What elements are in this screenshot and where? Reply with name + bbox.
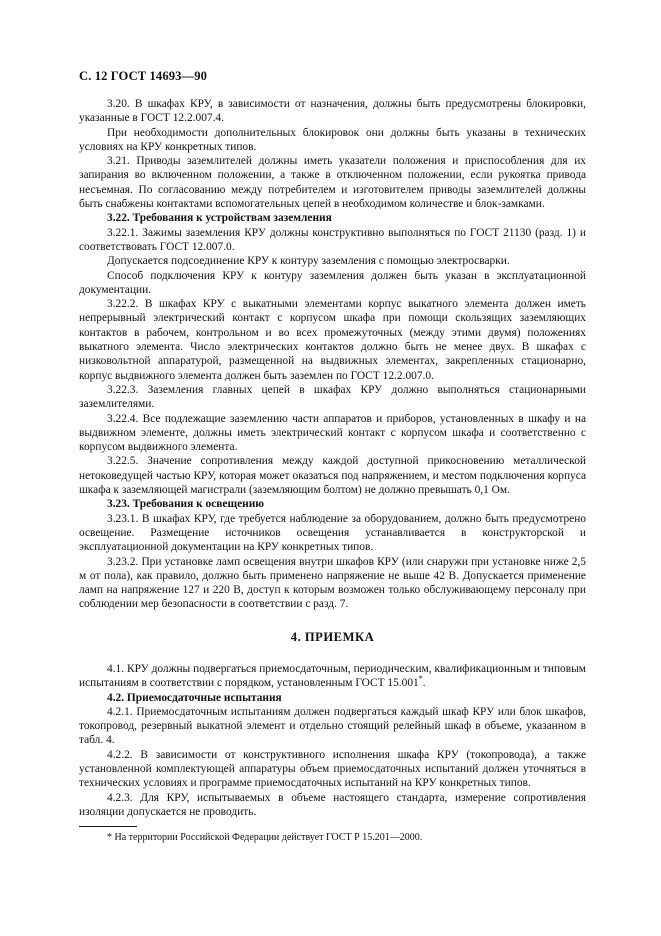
paragraph-3-22-3: 3.22.3. Заземления главных цепей в шкафах КРУ должно выполняться стационарными заземлителями.	[79, 383, 586, 411]
paragraph-3-22-5: 3.22.5. Значение сопротивления между каждой доступной прикосновению металлической нетоковедущей частью КРУ, которая может оказаться под напряжением, и местом подключения корпуса шкафа к заземляющей магистрали (заземляющим болтом) не должно превышать 0,1 Ом.	[79, 455, 586, 497]
paragraph-3-20: 3.20. В шкафах КРУ, в зависимости от назначения, должны быть предусмотрены блокировки, указанные в ГОСТ 12.2.007.4.	[79, 98, 586, 125]
paragraph-4-2-3: 4.2.3. Для КРУ, испытываемых в объеме настоящего стандарта, измерение сопротивления изоляции допускается не проводить.	[79, 791, 586, 818]
paragraph-3-20-note: При необходимости дополнительных блокировок они должны быть указаны в технических условиях на КРУ конкретных типов.	[79, 126, 586, 153]
heading-4-2: 4.2. Приемосдаточные испытания	[107, 691, 282, 704]
paragraph-4-2-1: 4.2.1. Приемосдаточным испытаниям должен подвергаться каждый шкаф КРУ или блок шкафов, токопровод, резервный выкатной элемент и отдельно стоящий релейный шкаф в объеме, указанном в табл. 4.	[79, 705, 586, 747]
page-header: С. 12 ГОСТ 14693—90	[79, 69, 207, 83]
page-body	[79, 97, 586, 819]
paragraph-3-23-1: 3.23.1. В шкафах КРУ, где требуется наблюдение за оборудованием, должно быть предусмотрено освещение. Размещение источников освещения устанавливается в конструкторской и эксплуатационной документации на КРУ конкретных типов.	[79, 512, 586, 554]
paragraph-4-2-2: 4.2.2. В зависимости от конструктивного исполнения шкафа КРУ (токопровода), а также установленной комплектующей аппаратуры объем приемосдаточных испытаний должен уточняться в технических условиях и программе приемосдаточных испытаний на КРУ конкретных типов.	[79, 748, 586, 790]
footnote: * На территории Российской Федерации действует ГОСТ Р 15.201—2000.	[107, 832, 423, 843]
paragraph-3-22-1-a: Допускается подсоединение КРУ к контуру заземления с помощью электросварки.	[107, 255, 510, 268]
footnote-marker: *	[418, 674, 423, 684]
footnote-divider	[79, 826, 137, 827]
section-title-4: 4. ПРИЕМКА	[290, 629, 375, 644]
paragraph-3-21: 3.21. Приводы заземлителей должны иметь указатели положения и приспособления для их запирания во включенном положении, а также в отключенном положении, если рукоятка привода несъемная. По согласованию между потребителем и изготовителем приводы заземлителей должны быть снабжены контактами вспомогательных цепей в необходимом количестве и блок-замками.	[79, 155, 586, 211]
heading-3-22: 3.22. Требования к устройствам заземления	[107, 212, 332, 225]
paragraph-3-22-4: 3.22.4. Все подлежащие заземлению части аппаратов и приборов, установленных в шкафу и на выдвижном элементе, должны иметь электрический контакт с корпусом шкафа и соответственно с корпусом выдвижного элемента.	[79, 412, 586, 454]
paragraph-3-23-2: 3.23.2. При установке ламп освещения внутри шкафов КРУ (или снаружи при установке ниже 2,5 м от пола), как правило, должно быть применено напряжение не выше 42 В. Допускается применение ламп на напряжение 127 и 220 В, доступ к которым возможен только обслуживающему персоналу при соблюдении мер безопасности в соответствии с разд. 7.	[79, 555, 586, 611]
paragraph-4-1: 4.1. КРУ должны подвергаться приемосдаточным, периодическим, квалификационным и типовым испытаниям в соответствии с порядком, установленным ГОСТ 15.001*.	[79, 662, 586, 690]
paragraph-4-1-text: 4.1. КРУ должны подвергаться приемосдаточным, периодическим, квалификационным и типовым испытаниям в соответствии с порядком, установленным ГОСТ 15.001	[79, 662, 586, 690]
paragraph-3-22-1: 3.22.1. Зажимы заземления КРУ должны конструктивно выполняться по ГОСТ 21130 (разд. 1) и соответствовать ГОСТ 12.007.0.	[79, 226, 586, 253]
paragraph-3-22-1-b: Способ подключения КРУ к контуру заземления должен быть указан в эксплуатационной документации.	[79, 269, 586, 296]
paragraph-3-22-2: 3.22.2. В шкафах КРУ с выкатными элементами корпус выкатного элемента должен иметь непрерывный электрический контакт с корпусом шкафа при помощи скользящих заземляющих контактов в рабочем, контрольном и во всех промежуточных (между этими двумя) положениях выкатного элемента. Число электрических контактов должно быть не менее двух. В шкафах с низковольтной аппаратурой, размещенной на выдвижных элементах, закрепленных стационарно, корпус выдвижного элемента должен быть заземлен по ГОСТ 12.2.007.0.	[79, 298, 586, 382]
heading-3-23: 3.23. Требования к освещению	[107, 498, 264, 511]
